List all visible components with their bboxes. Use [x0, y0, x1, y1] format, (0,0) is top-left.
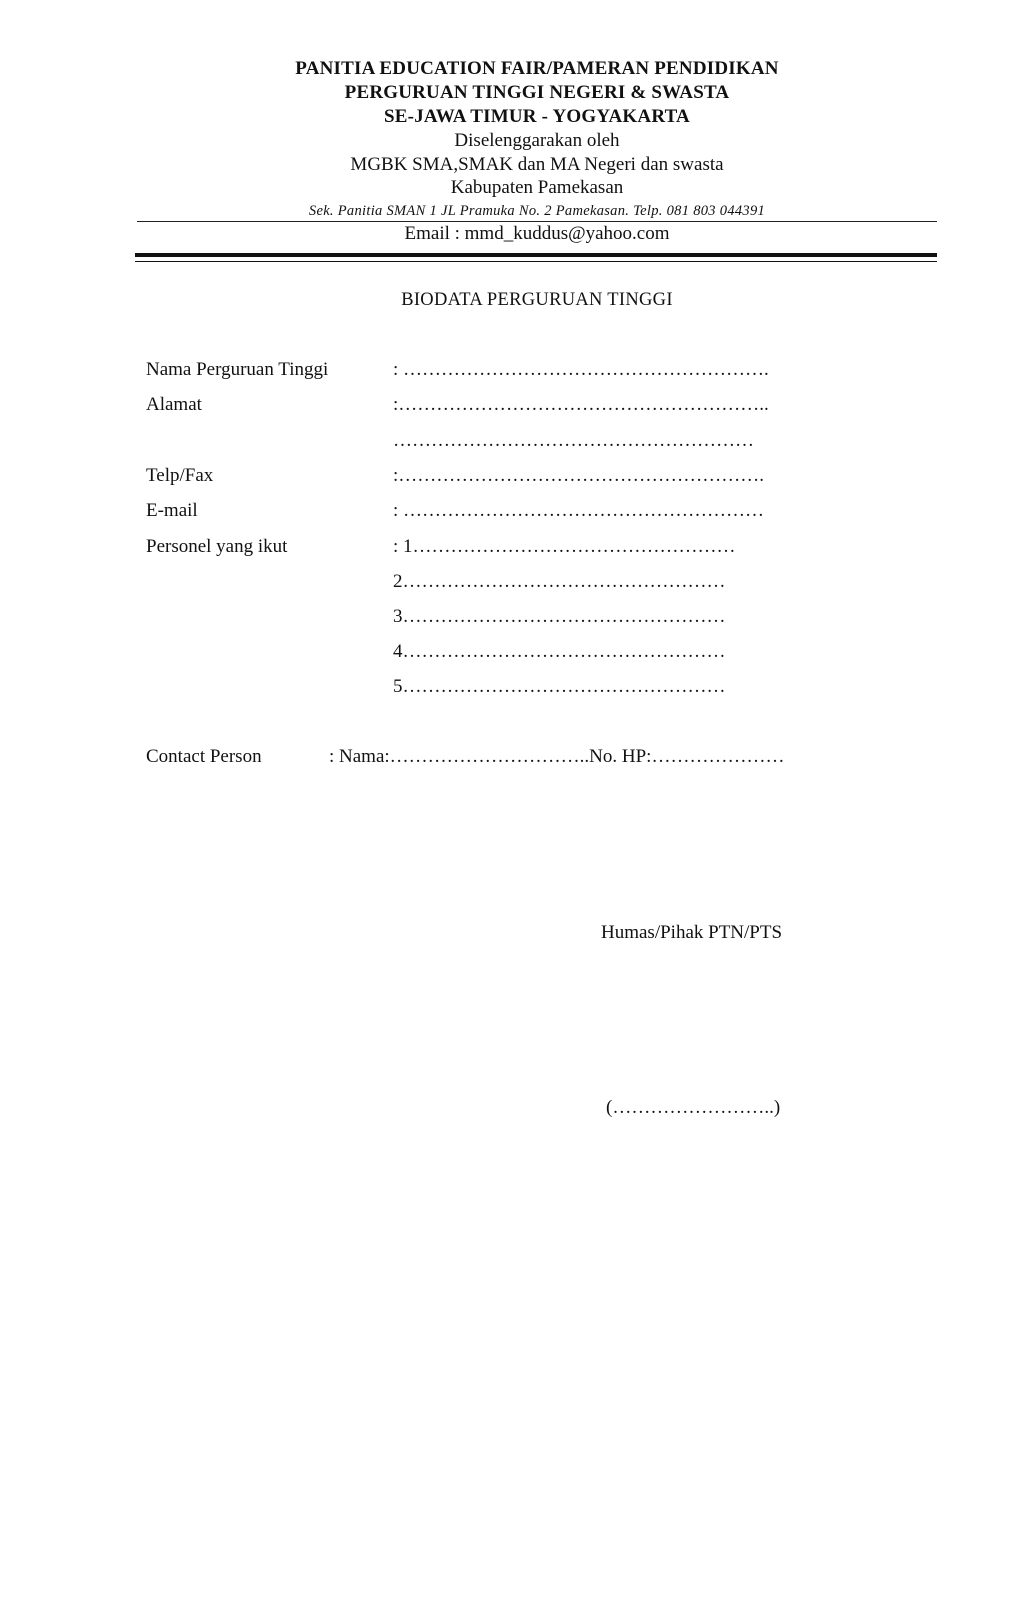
field-blank-email: : ………………………………………………… [393, 500, 765, 521]
letterhead-organizer-label: Diselenggarakan oleh [454, 130, 620, 151]
field-blank-nama: : …………………………………………………. [393, 359, 769, 380]
field-blank-personel-5: 5…………………………………………… [393, 676, 726, 697]
field-label-telp: Telp/Fax [146, 465, 214, 486]
field-label-alamat: Alamat [146, 394, 202, 415]
field-label-email: E-mail [146, 500, 198, 521]
contact-person-label: Contact Person [146, 746, 262, 767]
field-label-nama: Nama Perguruan Tinggi [146, 359, 329, 380]
letterhead-title-2: PERGURUAN TINGGI NEGERI & SWASTA [344, 82, 730, 103]
letterhead-region: Kabupaten Pamekasan [450, 177, 624, 198]
form-title: BIODATA PERGURUAN TINGGI [401, 290, 673, 310]
field-blank-personel-2: 2…………………………………………… [393, 571, 726, 592]
field-blank-alamat: :………………………………………………….. [393, 394, 769, 415]
letterhead-email: Email : mmd_kuddus@yahoo.com [404, 223, 670, 244]
field-blank-personel-1: : 1…………………………………………… [393, 536, 736, 557]
header-divider-bottom [135, 261, 937, 262]
field-blank-personel-3: 3…………………………………………… [393, 606, 726, 627]
signature-role: Humas/Pihak PTN/PTS [601, 922, 783, 943]
field-label-personel: Personel yang ikut [146, 536, 288, 557]
field-blank-telp: :…………………………………………………. [393, 465, 765, 486]
header-divider-top [137, 221, 937, 222]
letterhead-title-3: SE-JAWA TIMUR - YOGYAKARTA [384, 106, 690, 127]
letterhead-title-1: PANITIA EDUCATION FAIR/PAMERAN PENDIDIKAN [295, 58, 779, 79]
letterhead-address: Sek. Panitia SMAN 1 JL Pramuka No. 2 Pamekasan. Telp. 081 803 044391 [308, 203, 766, 219]
contact-person-blank: : Nama:…………………………..No. HP:………………… [329, 746, 785, 767]
header-divider-thick [135, 253, 937, 257]
letterhead-organizer: MGBK SMA,SMAK dan MA Negeri dan swasta [350, 154, 724, 175]
signature-name-blank: (……………………..) [606, 1097, 781, 1118]
field-blank-alamat-2: ………………………………………………… [393, 430, 754, 451]
field-blank-personel-4: 4…………………………………………… [393, 641, 726, 662]
